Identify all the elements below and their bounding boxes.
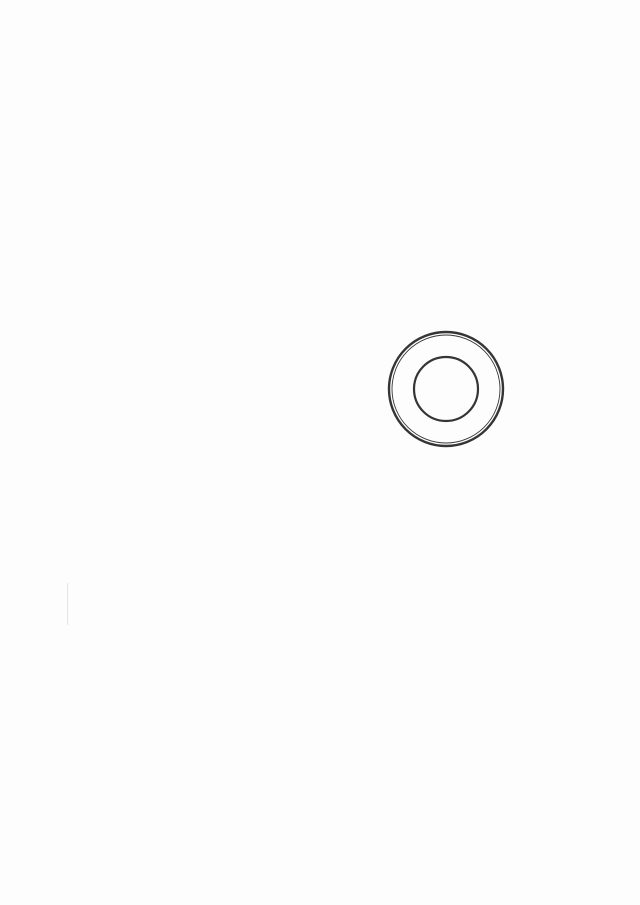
seal-graphic (384, 327, 508, 451)
scan-margin-mark (67, 583, 68, 625)
official-seal-stamp (384, 327, 508, 451)
